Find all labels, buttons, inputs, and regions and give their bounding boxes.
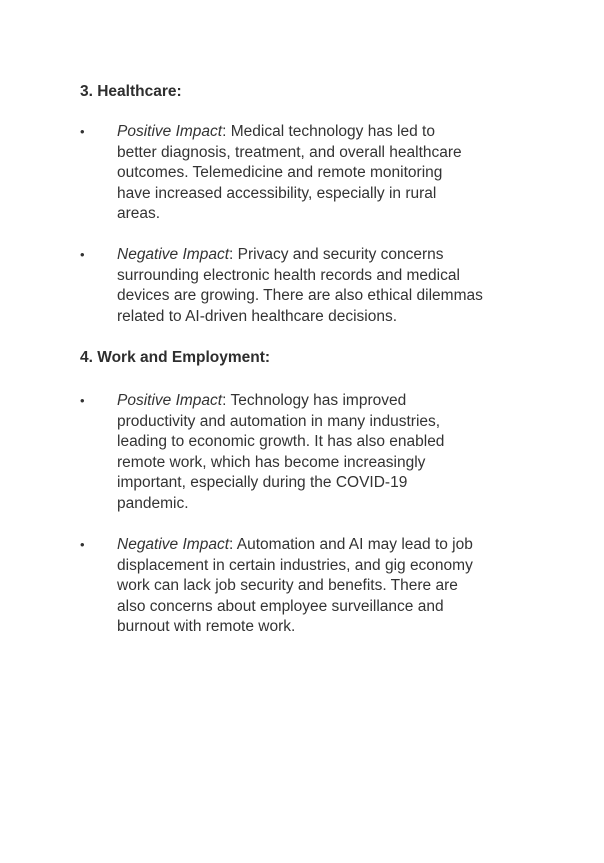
- text-line: leading to economic growth. It has also enabled: [117, 433, 445, 450]
- bullet-text: [117, 122, 547, 225]
- label-separator: :: [222, 392, 231, 409]
- text-line: have increased accessibility, especially in rural: [117, 184, 437, 202]
- text-line: remote work, which has become increasingly: [117, 453, 426, 471]
- text-segment: Privacy and security concerns: [237, 246, 444, 263]
- text-line: surrounding electronic health records and medical: [117, 266, 460, 284]
- bullet-icon: •: [80, 393, 85, 408]
- impact-label: Positive Impact: [117, 123, 223, 140]
- text-line: [117, 535, 547, 556]
- text-line: [117, 391, 547, 412]
- text-line: pandemic.: [117, 494, 189, 512]
- bullet-text: [117, 245, 547, 327]
- text-line: [117, 122, 547, 143]
- bullet-icon: •: [80, 124, 85, 139]
- section-heading-healthcare: 3. Healthcare:: [80, 83, 182, 100]
- label-separator: :: [229, 246, 238, 263]
- text-line: [117, 245, 547, 266]
- label-separator: :: [222, 123, 231, 140]
- text-segment: Automation and AI may lead to job: [236, 536, 473, 553]
- bullet-text: [117, 391, 547, 514]
- label-separator: :: [229, 536, 237, 553]
- text-line: productivity and automation in many industries,: [117, 412, 441, 430]
- text-line: areas.: [117, 205, 161, 222]
- section-heading-work-employment: 4. Work and Employment:: [80, 349, 271, 366]
- impact-label: Negative Impact: [117, 536, 229, 553]
- text-line: better diagnosis, treatment, and overall healthcare: [117, 143, 462, 161]
- text-line: also concerns about employee surveillance and: [117, 597, 444, 615]
- impact-label: Negative Impact: [117, 246, 229, 263]
- text-segment: Technology has improved: [230, 392, 407, 409]
- text-line: displacement in certain industries, and gig economy: [117, 556, 473, 574]
- bullet-icon: •: [80, 247, 85, 262]
- bullet-icon: •: [80, 537, 85, 552]
- text-line: work can lack job security and benefits. There are: [117, 577, 458, 594]
- bullet-text: [117, 535, 547, 638]
- text-segment: Medical technology has led to: [230, 123, 435, 140]
- impact-label: Positive Impact: [117, 392, 223, 409]
- text-line: important, especially during the COVID-19: [117, 474, 408, 491]
- text-line: devices are growing. There are also ethical dilemmas: [117, 287, 483, 304]
- text-line: outcomes. Telemedicine and remote monitoring: [117, 164, 443, 181]
- text-line: related to AI-driven healthcare decisions.: [117, 307, 398, 325]
- text-line: burnout with remote work.: [117, 618, 296, 635]
